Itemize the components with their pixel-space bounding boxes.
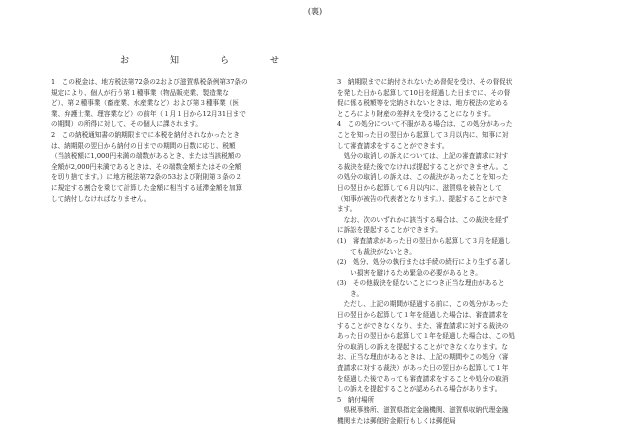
right-line: ます。 <box>337 205 357 214</box>
right-line: い損害を避けるため緊急の必要があるとき。 <box>337 268 482 277</box>
right-line: を経過した後であっても審査請求をすることや処分の取消 <box>337 374 509 383</box>
right-line: することができなくなり、また、審査請求に対する裁決の <box>337 321 509 330</box>
right-line: 4 この処分について不服がある場合は、この処分があった <box>337 120 513 129</box>
left-line: （当該税額に1,000円未満の端数があるとき、または当該税額の <box>51 152 242 161</box>
right-line: して審査請求をすることができます。 <box>337 141 449 150</box>
right-line: 3 納期限までに納付されないため督促を受け、その督促状 <box>337 78 513 86</box>
left-line: 全額が2,000円未満であるときは、その端数金額またはその全額 <box>51 162 242 171</box>
left-line: の期間）の所得に対して、その個人に課されます。 <box>51 120 202 129</box>
right-line: ことを知った日の翌日から起算して３月以内に、知事に対 <box>337 130 509 139</box>
right-line: 査請求に対する裁決）があった日の翌日から起算して１年 <box>337 364 509 373</box>
right-line: 分の取消しの訴えを提起することができなくなります。な <box>337 342 508 351</box>
right-line: の処分の取消しの訴えは、この裁決があったことを知った <box>337 173 509 182</box>
left-line: 1 この税金は、地方税法第72条の2および滋賀県税条例第37条の <box>51 78 248 86</box>
right-line: 5 納付場所 <box>337 395 375 404</box>
right-line: 日の翌日から起算して１年を経過した場合は、審査請求を <box>337 311 509 320</box>
right-line: （知事が被告の代表者となります。）、提起することができ <box>337 194 508 203</box>
right-line: お、正当な理由があるときは、上記の期間やこの処分（審 <box>337 353 509 362</box>
right-line: ただし、上記の期間が経過する前に、この処分があった <box>337 300 509 309</box>
right-line: しの訴えを提起することが認められる場合があります。 <box>337 385 502 394</box>
right-line: き。 <box>337 289 364 298</box>
right-line: (3) その他裁決を経ないことにつき正当な理由があると <box>337 279 505 288</box>
right-line: なお、次のいずれかに該当する場合は、この裁決を経ず <box>337 215 509 224</box>
left-line: ど）、第２種事業（畜産業、水産業など）および第３種事業（医 <box>51 99 239 108</box>
right-line: (2) 処分、処分の執行または手続の続行により生ずる著し <box>337 258 512 267</box>
left-line: 2 この納税通知書の納期限までに本税を納付されなかったとき <box>51 130 240 139</box>
right-line: 日の翌日から起算して６月以内に、滋賀県を被告として <box>337 183 502 192</box>
right-line: 機関または郵便貯金銀行もしくは郵便局 <box>337 417 456 425</box>
right-line: ても裁決がないとき。 <box>337 247 416 256</box>
left-line: 規定により、個人が行う第１種事業（物品販売業、製造業な <box>51 88 230 97</box>
left-line: に規定する割合を乗じて計算した金額に相当する延滞金額を加算 <box>51 183 243 192</box>
page-side-mark: (裏) <box>307 7 323 16</box>
right-column <box>337 77 599 427</box>
left-line: を切り捨てます。）に地方税法第72条の53および附則第３条の２ <box>51 173 242 182</box>
left-line: は、納期限の翌日から納付の日までの期間の日数に応じ、税額 <box>51 141 236 150</box>
left-line: して納付しなければなりません。 <box>51 194 151 203</box>
left-column <box>51 77 311 204</box>
right-line: に訴訟を提起することができます。 <box>337 226 442 235</box>
right-line: 促に係る税額等を完納されないときは、地方税法の定める <box>337 99 509 108</box>
right-line: る裁決を経た後でなければ提起することができません。こ <box>337 162 509 171</box>
right-line: 処分の取消しの訴えについては、上記の審査請求に対す <box>337 152 509 161</box>
right-line: あった日の翌日から起算して１年を経過した場合は、この処 <box>337 332 515 341</box>
right-line: を発した日から起算して10日を経過した日までに、その督 <box>337 88 511 97</box>
right-line: ところにより財産の差押えを受けることになります。 <box>337 109 495 118</box>
right-line: 県税事務所、滋賀県指定金融機関、滋賀県収納代理金融 <box>337 406 509 415</box>
left-line: 業、弁護士業、理容業など）の前年（１月１日から12月31日まで <box>51 109 246 118</box>
right-line: (1) 審査請求があった日の翌日から起算して３月を経過し <box>337 236 512 245</box>
notice-title: お 知 ら せ <box>120 56 296 66</box>
